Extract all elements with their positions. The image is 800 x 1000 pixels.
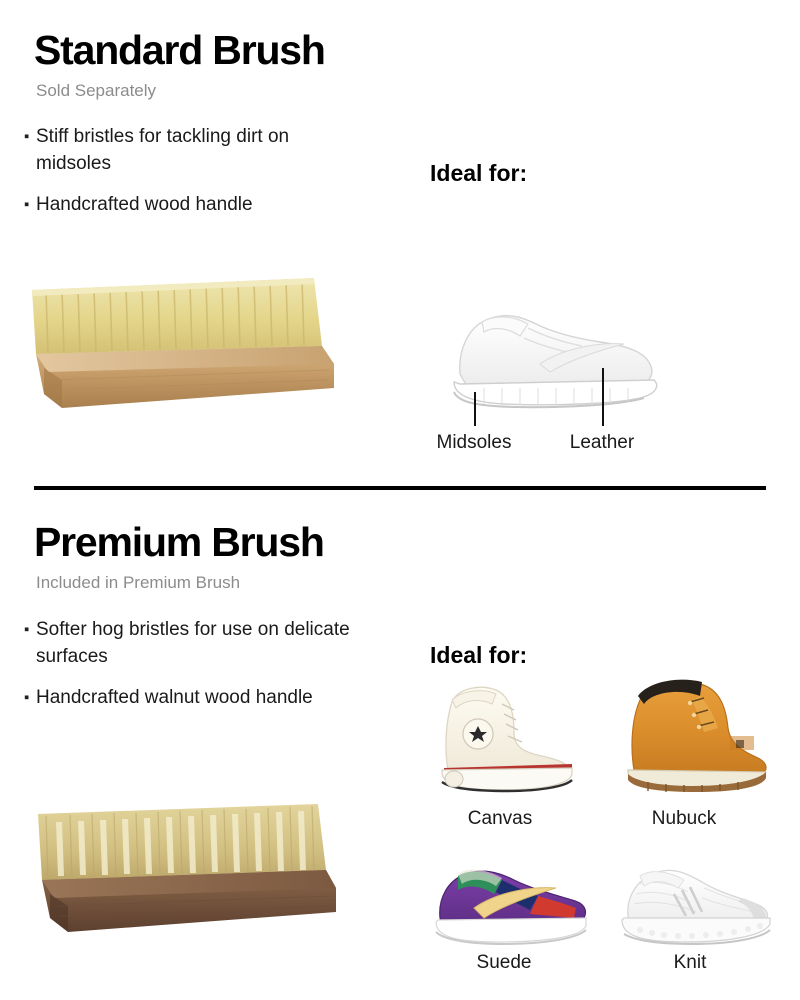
standard-brush-subtitle: Sold Separately [36,81,157,100]
standard-brush-feature-list [24,123,364,232]
premium-brush-title: Premium Brush [34,519,324,565]
caption-canvas: Canvas [467,808,533,829]
premium-brush-subtitle: Included in Premium Brush [36,573,241,592]
nike-air-force-1-white [424,292,674,414]
list-item [24,616,364,670]
bullet-marker-icon: ▪ [24,196,30,213]
feature-text: Handcrafted wood handle [36,194,253,215]
adidas-ultraboost-knit [604,856,778,952]
premium-brush-photo [26,796,344,948]
caption-nubuck: Nubuck [651,808,717,829]
premium-brush-section [0,498,800,1000]
premium-brush-feature-list [24,616,364,725]
callout-midsoles: Midsoles [436,432,512,453]
bullet-marker-icon: ▪ [24,621,30,638]
bullet-marker-icon: ▪ [24,128,30,145]
leather-leader-line [602,368,604,426]
standard-brush-section [0,0,800,486]
standard-brush-photo [22,268,342,426]
caption-knit: Knit [673,952,707,973]
feature-text: Softer hog bristles for use on delicate surfaces [36,619,350,667]
section-divider [34,486,766,490]
list-item [24,684,364,711]
midsoles-leader-line [474,392,476,426]
bullet-marker-icon: ▪ [24,689,30,706]
standard-brush-title: Standard Brush [34,27,325,73]
nike-dunk-suede [418,856,594,952]
converse-chuck-taylor-canvas [418,680,588,800]
callout-leather: Leather [569,432,635,453]
feature-text: Stiff bristles for tackling dirt on midsoles [36,126,290,174]
list-item [24,191,364,218]
caption-suede: Suede [476,952,532,973]
list-item [24,123,364,177]
standard-ideal-for-label: Ideal for: [430,160,528,186]
premium-ideal-for-label: Ideal for: [430,642,528,668]
timberland-boot-nubuck [604,670,778,800]
feature-text: Handcrafted walnut wood handle [36,687,313,708]
